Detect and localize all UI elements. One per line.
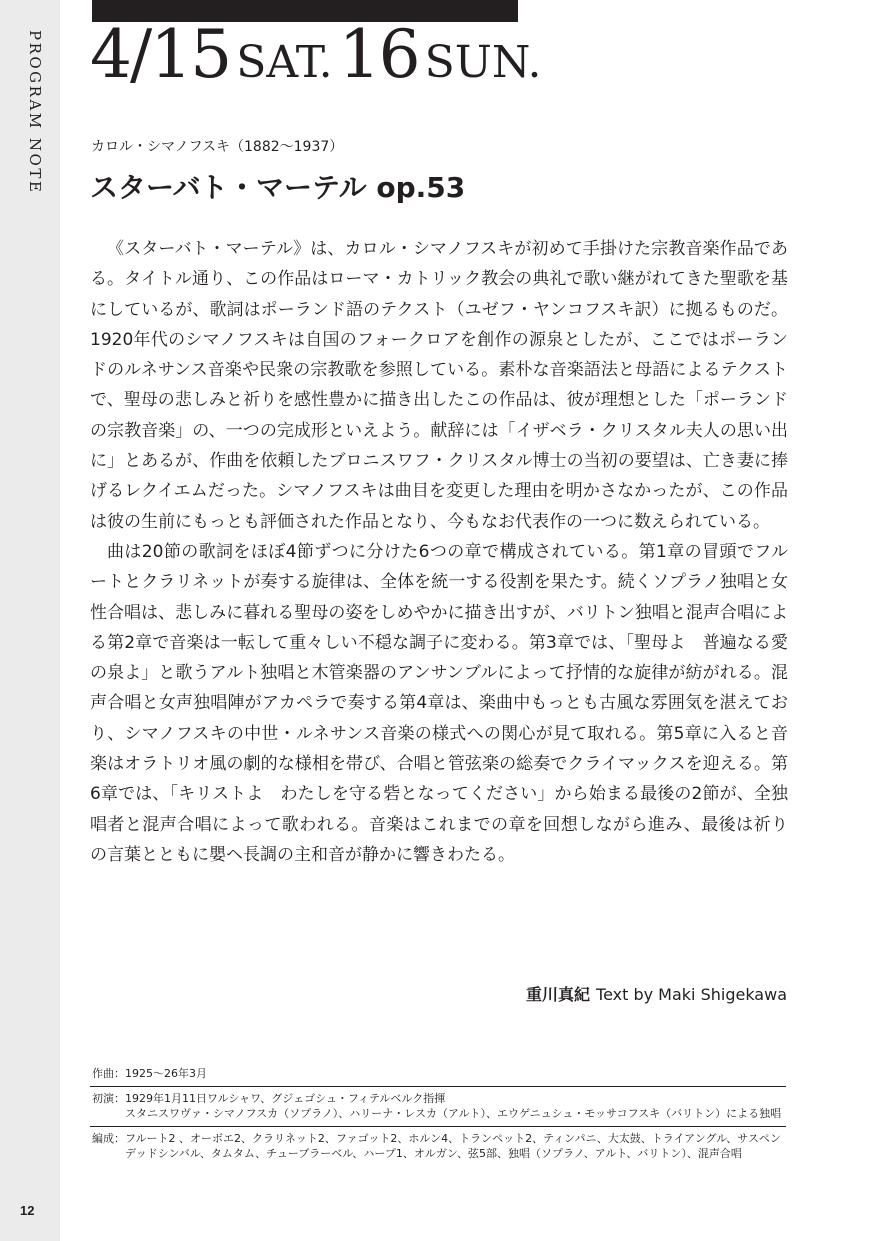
composed-value: 1925〜26年3月 bbox=[125, 1067, 207, 1080]
program-note-body bbox=[90, 234, 788, 870]
premiere-row bbox=[90, 1086, 786, 1126]
composed-row bbox=[90, 1062, 786, 1086]
composed-label: 作曲： bbox=[92, 1067, 125, 1080]
paragraph: 曲は20節の歌詞をほぼ4節ずつに分けた6つの章で構成されている。第1章の冒頭でフルートとクラリネットが奏する旋律は、全体を統一する役割を果たす。続くソプラノ独唱と女性合唱は、悲しみに暮れる聖母の姿をしめやかに描き出すが、バリトン独唱と混声合唱による第2章で音楽は一転して重々しい不穏な調子に変わる。第3章では、「聖母よ 普遍なる愛の泉よ」と歌うアルト独唱と木管楽器のアンサンブルによって抒情的な旋律が紡がれる。混声合唱と女声独唱陣がアカペラで奏する第4章は、楽曲中もっとも古風な雰囲気を湛えており、シマノフスキの中世・ルネサンス音楽の様式への関心が見て取れる。第5章に入ると音楽はオラトリオ風の劇的な様相を帯び、合唱と管弦楽の総奏でクライマックスを迎える。第6章では、「キリストよ わたしを守る砦となってください」から始まる最後の2節が、全独唱者と混声合唱によって歌われる。音楽はこれまでの章を回想しながら進み、最後は祈りの言葉とともに嬰ヘ長調の主和音が静かに響きわたる。 bbox=[90, 541, 788, 865]
concert-dates bbox=[90, 16, 548, 93]
instrumentation-label: 編成： bbox=[92, 1132, 125, 1145]
premiere-label: 初演： bbox=[92, 1092, 125, 1105]
section-label: PROGRAM NOTE bbox=[26, 30, 44, 195]
premiere-line: 1929年1月11日ワルシャワ、グジェゴシュ・フィテルベルク指揮 bbox=[125, 1092, 446, 1105]
date-second: 16 bbox=[338, 16, 419, 93]
instrumentation-value: フルート2 、オーボエ2、クラリネット2、ファゴット2、ホルン4、トランペット2、ティンパニ、大太鼓、トライアングル、サスペンデッドシンバル、タムタム、チューブラーベル、ハープ1、オルガン、弦5部、独唱（ソプラノ、アルト、バリトン）、混声合唱 bbox=[125, 1132, 781, 1160]
page-number: 12 bbox=[20, 1203, 35, 1218]
work-details bbox=[90, 1062, 786, 1166]
composer-name: カロル・シマノフスキ（1882〜1937） bbox=[91, 139, 344, 155]
day-first-label: SAT. bbox=[236, 37, 333, 88]
premiere-value bbox=[125, 1091, 784, 1121]
paragraph: 《スターバト・マーテル》は、カロル・シマノフスキが初めて手掛けた宗教音楽作品である。タイトル通り、この作品はローマ・カトリック教会の典礼で歌い継がれてきた聖歌を基にしているが、歌詞はポーランド語のテクスト（ユゼフ・ヤンコフスキ訳）に拠るものだ。1920年代のシマノフスキは自国のフォークロアを創作の源泉としたが、ここではポーランドのルネサンス音楽や民衆の宗教歌を参照している。素朴な音楽語法と母語によるテクストで、聖母の悲しみと祈りを感性豊かに描き出したこの作品は、彼が理想とした「ポーランドの宗教音楽」の、一つの完成形といえよう。献辞には「イザベラ・クリスタル夫人の思い出に」とあるが、作曲を依頼したブロニスワフ・クリスタル博士の当初の要望は、亡き妻に捧げるレクイエムだった。シマノフスキは曲目を変更した理由を明かさなかったが、この作品は彼の生前にもっとも評価された作品となり、今もなお代表作の一つに数えられている。 bbox=[90, 239, 788, 532]
author-credit bbox=[526, 982, 787, 1005]
author-name-ja: 重川真紀 bbox=[526, 985, 591, 1004]
work-title: スターバト・マーテル op.53 bbox=[90, 171, 466, 204]
author-name-en: Text by Maki Shigekawa bbox=[596, 985, 787, 1004]
instrumentation-row bbox=[90, 1126, 786, 1166]
date-first: 4/15 bbox=[90, 16, 231, 93]
day-second-label: SUN. bbox=[424, 37, 542, 88]
premiere-line: スタニスワヴァ・シマノフスカ（ソプラノ）、ハリーナ・レスカ（アルト）、エウゲニュシュ・モッサコフスキ（バリトン）による独唱 bbox=[125, 1107, 782, 1120]
